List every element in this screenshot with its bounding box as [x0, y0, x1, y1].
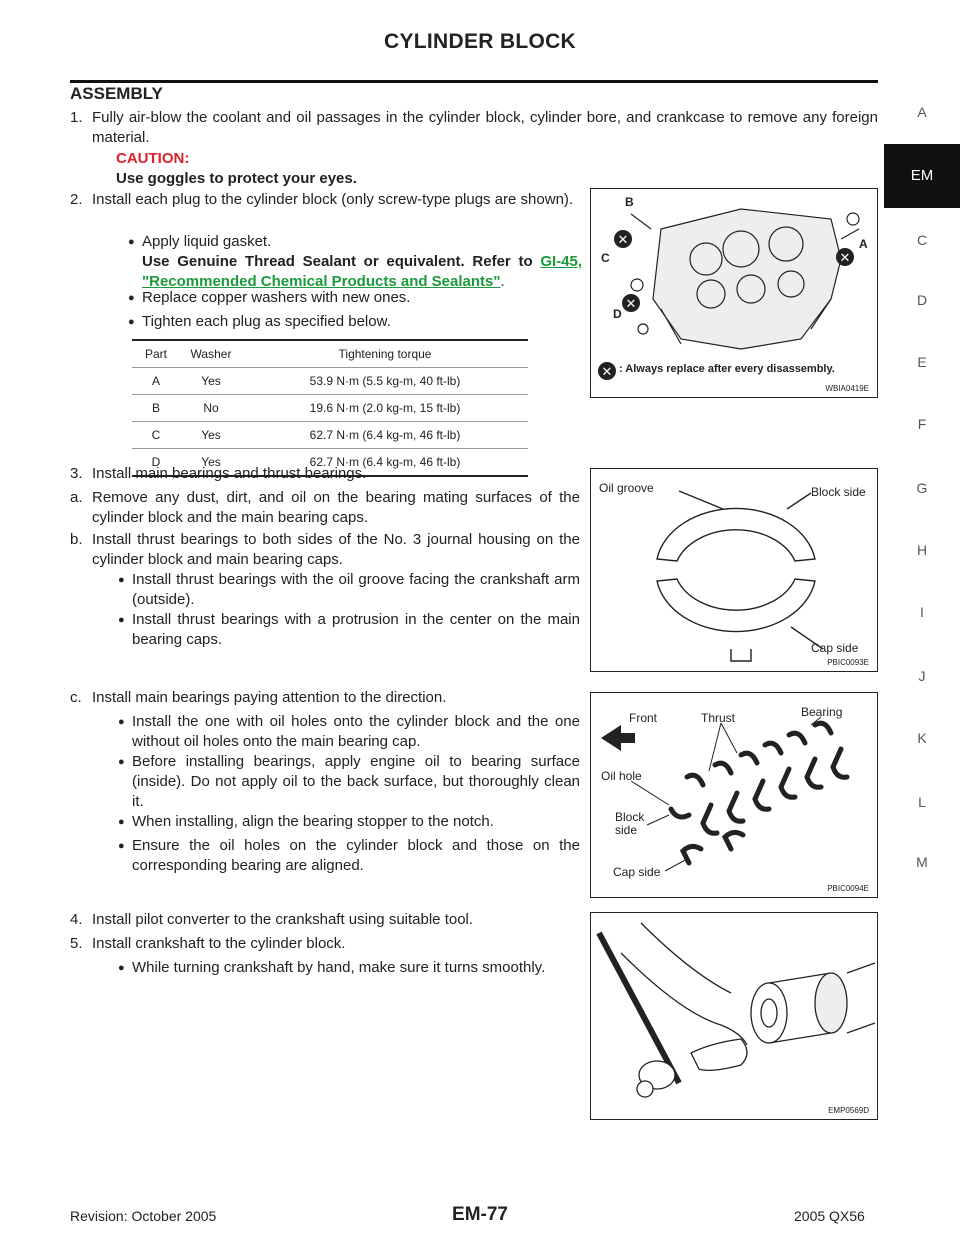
label-d: D	[613, 307, 622, 321]
figure-legend: : Always replace after every disassembly.	[619, 363, 835, 375]
label-cap-side: Cap side	[613, 865, 661, 879]
tab-j[interactable]: J	[918, 668, 926, 684]
col-part: Part	[132, 340, 180, 368]
table-row	[132, 368, 528, 395]
tab-k[interactable]: K	[917, 730, 927, 746]
header-rule	[70, 80, 878, 83]
tab-a[interactable]: A	[917, 104, 927, 120]
step-a-number: a.	[70, 489, 83, 506]
figure-code: EMP0569D	[828, 1106, 869, 1115]
label-block-side: Block side	[615, 810, 645, 837]
page-number: EM-77	[452, 1204, 508, 1225]
tab-d[interactable]: D	[916, 292, 928, 308]
step-4-text: Install pilot converter to the crankshaft using suitable tool.	[92, 911, 474, 928]
section-heading: ASSEMBLY	[70, 84, 163, 103]
tab-g[interactable]: G	[916, 480, 928, 496]
col-washer: Washer	[180, 340, 242, 368]
bullet-replace-washers: ● Replace copper washers with new ones.	[142, 288, 582, 308]
bullet-apply-gasket	[142, 232, 582, 292]
footer-model: 2005 QX56	[794, 1208, 865, 1224]
cell-torque: 62.7 N·m (6.4 kg-m, 46 ft-lb)	[242, 422, 528, 449]
step-2-number: 2.	[70, 191, 83, 208]
cell-part: D	[132, 449, 180, 477]
crankshaft-illustration	[591, 913, 877, 1119]
tab-em[interactable]: EM	[884, 144, 960, 208]
bullet-align-stopper: ● When installing, align the bearing stopper to the notch.	[132, 812, 580, 832]
link-gi-45[interactable]: GI-45, "Recommended Chemical Products and Sealants"	[142, 253, 582, 290]
label-cap-side: Cap side	[811, 641, 859, 655]
label-b: B	[625, 195, 634, 209]
step-a-text: Remove any dust, dirt, and oil on the bearing mating surfaces of the cylinder block and the main bearing caps.	[92, 489, 580, 526]
cell-part: B	[132, 395, 180, 422]
figure-main-bearings	[590, 692, 878, 898]
cell-torque: 62.7 N·m (6.4 kg-m, 46 ft-lb)	[242, 449, 528, 477]
tab-f[interactable]: F	[917, 416, 927, 432]
bullet-text: Apply liquid gasket.	[142, 233, 272, 250]
bullet-turn-crankshaft: ● While turning crankshaft by hand, make sure it turns smoothly.	[132, 958, 580, 978]
bullet-engine-oil: ● Before installing bearings, apply engine oil to bearing surface (inside). Do not apply oil to the back surface, but thoroughly clean it.	[132, 752, 580, 812]
cell-torque: 53.9 N·m (5.5 kg-m, 40 ft-lb)	[242, 368, 528, 395]
svg-text:✕: ✕	[839, 250, 851, 265]
tab-l[interactable]: L	[918, 794, 926, 810]
table-header-row	[132, 340, 528, 368]
page-title: CYLINDER BLOCK	[383, 30, 577, 53]
footer-revision: Revision: October 2005	[70, 1208, 217, 1224]
bullet-oil-holes: ● Install the one with oil holes onto the cylinder block and the one without oil holes onto the main bearing cap.	[132, 712, 580, 752]
step-1-number: 1.	[70, 109, 83, 126]
step-5-text: Install crankshaft to the cylinder block.	[92, 935, 346, 952]
step-b-text: Install thrust bearings to both sides of the No. 3 journal housing on the cylinder block and main bearing caps.	[92, 531, 580, 568]
sealant-note: Use Genuine Thread Sealant or equivalent. Refer to	[142, 253, 541, 270]
label-front: Front	[629, 711, 658, 725]
label-bearing: Bearing	[801, 705, 843, 719]
label-a: A	[859, 237, 868, 251]
cell-part: C	[132, 422, 180, 449]
torque-table	[132, 339, 528, 477]
table-row	[132, 395, 528, 422]
figure-code: PBIC0093E	[827, 658, 869, 667]
label-block-side: Block side	[811, 485, 866, 499]
period: .	[500, 273, 505, 290]
svg-text:✕: ✕	[625, 296, 637, 311]
cell-torque: 19.6 N·m (2.0 kg-m, 15 ft-lb)	[242, 395, 528, 422]
tab-i[interactable]: I	[920, 604, 924, 620]
figure-thrust-bearings	[590, 468, 878, 672]
step-3-text: Install main bearings and thrust bearings.	[92, 465, 367, 482]
bullet-oil-holes-aligned: ● Ensure the oil holes on the cylinder block and those on the corresponding bearing are aligned.	[132, 836, 580, 876]
figure-code: WBIA0419E	[825, 384, 869, 393]
step-2-text: Install each plug to the cylinder block (only screw-type plugs are shown).	[92, 191, 574, 208]
label-c: C	[601, 251, 610, 265]
col-torque: Tightening torque	[242, 340, 528, 368]
cell-washer: Yes	[180, 422, 242, 449]
step-5-number: 5.	[70, 935, 83, 952]
cell-washer: No	[180, 395, 242, 422]
cell-washer: Yes	[180, 449, 242, 477]
step-1-text: Fully air-blow the coolant and oil passages in the cylinder block, cylinder bore, and crankcase to remove any foreign material.	[92, 109, 878, 146]
label-thrust: Thrust	[701, 711, 736, 725]
bullet-protrusion: ● Install thrust bearings with a protrusion in the center on the main bearing caps.	[132, 610, 580, 650]
bullet-oil-groove: ● Install thrust bearings with the oil groove facing the crankshaft arm (outside).	[132, 570, 580, 610]
svg-text:✕: ✕	[601, 364, 613, 379]
tab-m[interactable]: M	[916, 854, 928, 870]
tab-c[interactable]: C	[916, 232, 928, 248]
caution-label: CAUTION:	[116, 150, 190, 167]
step-3-number: 3.	[70, 465, 83, 482]
label-oil-groove: Oil groove	[599, 481, 654, 495]
step-4-number: 4.	[70, 911, 83, 928]
tab-e[interactable]: E	[917, 354, 927, 370]
step-c-text: Install main bearings paying attention to the direction.	[92, 689, 447, 706]
front-arrow-icon	[601, 725, 635, 751]
svg-text:✕: ✕	[617, 232, 629, 247]
figure-crankshaft-install	[590, 912, 878, 1120]
label-oil-hole: Oil hole	[601, 769, 642, 783]
step-b-number: b.	[70, 531, 83, 548]
cell-part: A	[132, 368, 180, 395]
figure-code: PBIC0094E	[827, 884, 869, 893]
table-row	[132, 422, 528, 449]
cell-washer: Yes	[180, 368, 242, 395]
caution-text: Use goggles to protect your eyes.	[116, 170, 357, 187]
tab-h[interactable]: H	[916, 542, 928, 558]
step-c-number: c.	[70, 689, 82, 706]
bullet-tighten-plugs: ● Tighten each plug as specified below.	[142, 312, 582, 332]
figure-cylinder-block	[590, 188, 878, 398]
